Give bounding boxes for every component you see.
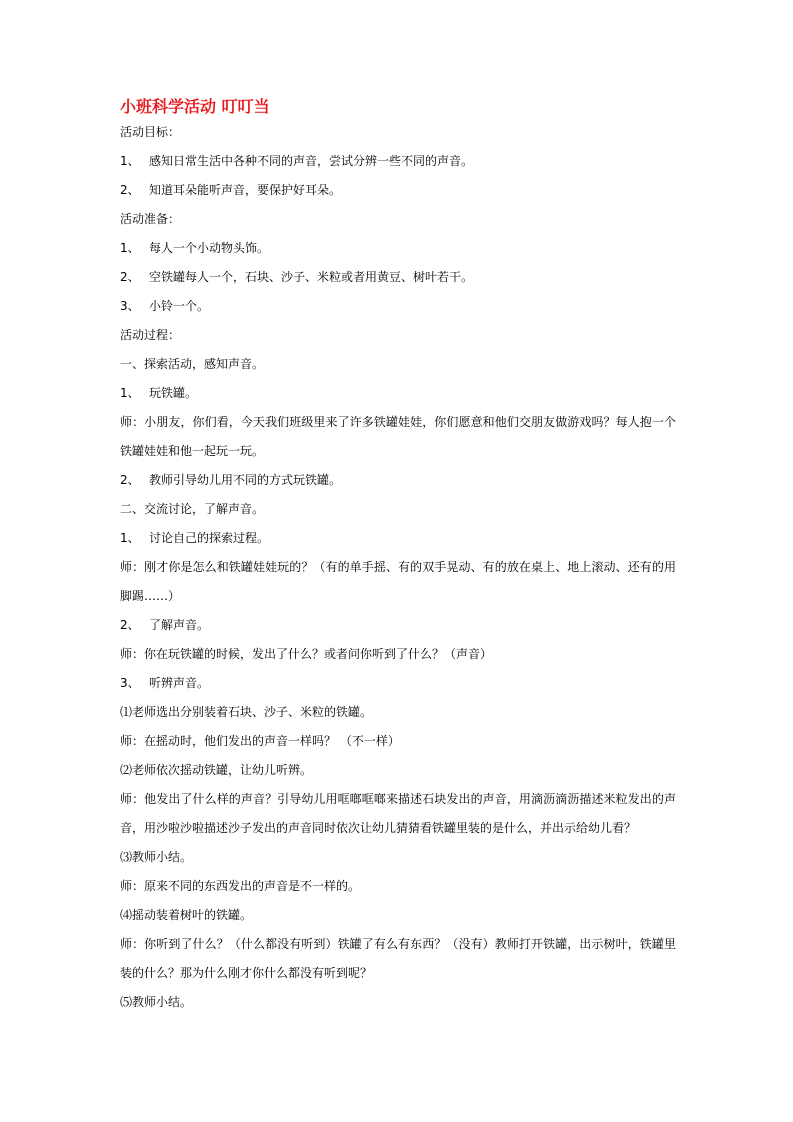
list-number: 2、	[120, 473, 140, 487]
document-title: 小班科学活动 叮叮当	[120, 97, 270, 116]
teacher-paragraph: 师：他发出了什么样的声音？引导幼儿用哐啷哐啷来描述石块发出的声音，用滴沥滴沥描述米粒发出的声音，用沙啦沙啦描述沙子发出的声音同时依次让幼儿猜猜看铁罐里装的是什么，并出示给幼儿看？	[120, 792, 676, 835]
section2-item-1	[120, 524, 680, 553]
teacher-paragraph: 师：你在玩铁罐的时候，发出了什么？或者问你听到了什么？（声音）	[120, 647, 493, 661]
sub-step-2: ⑵老师依次摇动铁罐，让幼儿听辨。	[120, 763, 313, 777]
list-number: 1、	[120, 154, 140, 168]
list-number: 3、	[120, 299, 140, 313]
list-number: 1、	[120, 531, 140, 545]
teacher-paragraph: 师：在摇动时，他们发出的声音一样吗？ （不一样）	[120, 734, 400, 748]
list-text: 感知日常生活中各种不同的声音，尝试分辨一些不同的声音。	[149, 154, 474, 168]
teacher-paragraph: 师：原来不同的东西发出的声音是不一样的。	[120, 879, 361, 893]
list-text: 了解声音。	[149, 618, 210, 632]
list-number: 2、	[120, 270, 140, 284]
sub-step-5: ⑸教师小结。	[120, 995, 193, 1009]
list-text: 小铃一个。	[149, 299, 210, 313]
list-number: 2、	[120, 183, 140, 197]
teacher-paragraph: 师：你听到了什么？（什么都没有听到）铁罐了有么有东西？（没有）教师打开铁罐，出示树叶，铁罐里装的什么？那为什么刚才你什么都没有听到呢？	[120, 937, 676, 980]
list-text: 玩铁罐。	[149, 386, 198, 400]
goal-item-2	[120, 176, 680, 205]
list-text: 每人一个小动物头饰。	[149, 241, 270, 255]
section-heading-1: 一、探索活动，感知声音。	[120, 357, 265, 371]
sub-step-1: ⑴老师选出分别装着石块、沙子、米粒的铁罐。	[120, 705, 373, 719]
section2-item-2	[120, 611, 680, 640]
prep-item-1	[120, 234, 680, 263]
goal-item-1	[120, 147, 680, 176]
sub-step-4: ⑷摇动装着树叶的铁罐。	[120, 908, 253, 922]
teacher-paragraph: 师：小朋友，你们看，今天我们班级里来了许多铁罐娃娃，你们愿意和他们交朋友做游戏吗？每人抱一个铁罐娃娃和他一起玩一玩。	[120, 415, 676, 458]
section1-item-1	[120, 379, 680, 408]
prep-item-2	[120, 263, 680, 292]
sub-step-3: ⑶教师小结。	[120, 850, 193, 864]
list-number: 1、	[120, 386, 140, 400]
section1-item-2	[120, 466, 680, 495]
prep-heading: 活动准备：	[120, 212, 181, 226]
teacher-paragraph: 师：刚才你是怎么和铁罐娃娃玩的？（有的单手摇、有的双手晃动、有的放在桌上、地上滚动、还有的用脚踢……）	[120, 560, 676, 603]
list-number: 1、	[120, 241, 140, 255]
list-text: 知道耳朵能听声音，要保护好耳朵。	[149, 183, 342, 197]
list-text: 听辨声音。	[149, 676, 210, 690]
process-heading: 活动过程：	[120, 328, 181, 342]
list-text: 讨论自己的探索过程。	[149, 531, 270, 545]
goals-heading: 活动目标：	[120, 125, 181, 139]
section2-item-3	[120, 669, 680, 698]
list-text: 教师引导幼儿用不同的方式玩铁罐。	[149, 473, 342, 487]
prep-item-3	[120, 292, 680, 321]
list-number: 3、	[120, 676, 140, 690]
list-number: 2、	[120, 618, 140, 632]
list-text: 空铁罐每人一个，石块、沙子、米粒或者用黄豆、树叶若干。	[149, 270, 474, 284]
section-heading-2: 二、交流讨论，了解声音。	[120, 502, 265, 516]
